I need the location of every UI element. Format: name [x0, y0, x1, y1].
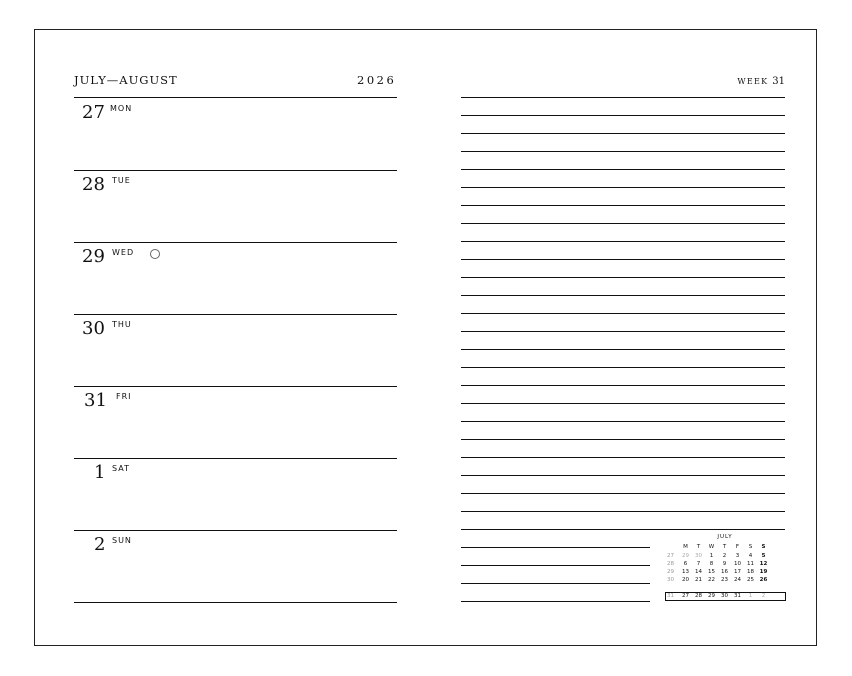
week-word: WEEK: [737, 77, 769, 86]
day-block-wed[interactable]: [74, 242, 397, 314]
day-divider: [74, 602, 397, 603]
note-line: [461, 97, 785, 98]
note-line: [461, 565, 650, 566]
note-line: [461, 439, 785, 440]
mini-day: 29: [682, 553, 689, 559]
day-block-mon[interactable]: [74, 98, 397, 170]
note-line: [461, 475, 785, 476]
mini-day: 18: [747, 569, 754, 575]
note-line: [461, 133, 785, 134]
week-number: 28: [667, 561, 674, 567]
day-name: SAT: [112, 464, 130, 473]
mini-day: 23: [721, 577, 728, 583]
full-moon-icon: [150, 249, 160, 259]
mini-day: 10: [734, 561, 741, 567]
note-line: [461, 421, 785, 422]
note-line: [461, 583, 650, 584]
mini-day: 17: [734, 569, 741, 575]
mini-day: 6: [683, 561, 688, 567]
note-line: [461, 241, 785, 242]
day-block-fri[interactable]: [74, 386, 397, 458]
mini-day: 29: [708, 593, 715, 599]
mini-day: 24: [734, 577, 741, 583]
note-line: [461, 169, 785, 170]
mini-day: 9: [722, 561, 727, 567]
mini-day: 12: [759, 561, 768, 567]
mini-day: 2: [722, 553, 727, 559]
note-line: [461, 115, 785, 116]
day-name: MON: [110, 104, 133, 113]
mini-calendar-title: JULY: [717, 534, 733, 540]
day-number: 28: [82, 174, 105, 195]
week-number: 30: [667, 577, 674, 583]
mini-calendar-weekday-row: [664, 543, 786, 551]
mini-day: 7: [696, 561, 701, 567]
mini-day: 19: [759, 569, 768, 575]
mini-day: 2: [761, 593, 766, 599]
month-range-title: JULY—AUGUST: [74, 73, 178, 87]
note-line: [461, 367, 785, 368]
mini-day: 1: [748, 593, 753, 599]
mini-calendar-week-row: [664, 576, 786, 584]
note-line: [461, 277, 785, 278]
week-label: [737, 76, 785, 87]
note-line: [461, 331, 785, 332]
year-label: 2026: [357, 73, 397, 87]
note-line: [461, 511, 785, 512]
day-block-tue[interactable]: [74, 170, 397, 242]
mini-day: 22: [708, 577, 715, 583]
note-line: [461, 151, 785, 152]
week-number: 27: [667, 553, 674, 559]
note-line: [461, 205, 785, 206]
weekday-label: M: [683, 544, 688, 550]
weekday-label: S: [761, 544, 766, 550]
week-number: 31: [667, 593, 674, 599]
mini-day: 16: [721, 569, 728, 575]
day-number: 30: [82, 318, 105, 339]
note-line: [461, 313, 785, 314]
day-block-sun[interactable]: [74, 530, 397, 602]
day-name: FRI: [116, 392, 132, 401]
mini-calendar-week-row: [664, 568, 786, 576]
mini-day: 27: [682, 593, 689, 599]
mini-day: 20: [682, 577, 689, 583]
mini-day: 8: [709, 561, 714, 567]
weekday-label: W: [708, 544, 715, 550]
note-line: [461, 457, 785, 458]
mini-day: 14: [695, 569, 702, 575]
mini-day: 30: [721, 593, 728, 599]
note-line: [461, 529, 785, 530]
day-number: 2: [94, 534, 106, 555]
day-number: 27: [82, 102, 105, 123]
mini-calendar-week-row: [664, 560, 786, 568]
mini-calendar-week-row: [664, 552, 786, 560]
weekday-label: S: [748, 544, 753, 550]
note-line: [461, 349, 785, 350]
mini-day: 21: [695, 577, 702, 583]
note-line: [461, 187, 785, 188]
weekday-label: T: [722, 544, 727, 550]
day-number: 1: [94, 462, 106, 483]
mini-day: 11: [747, 561, 754, 567]
note-line: [461, 295, 785, 296]
note-line: [461, 547, 650, 548]
day-block-sat[interactable]: [74, 458, 397, 530]
mini-day: 4: [748, 553, 753, 559]
mini-day: 13: [682, 569, 689, 575]
note-line: [461, 493, 785, 494]
day-name: WED: [112, 248, 135, 257]
day-name: TUE: [112, 176, 131, 185]
note-line: [461, 223, 785, 224]
day-number: 31: [84, 390, 107, 411]
mini-day: 28: [695, 593, 702, 599]
mini-day: 26: [759, 577, 768, 583]
mini-day: 25: [747, 577, 754, 583]
note-line: [461, 259, 785, 260]
mini-day: 30: [695, 553, 702, 559]
mini-day: 5: [761, 553, 766, 559]
current-week-highlight-box: [665, 592, 786, 601]
week-number: 31: [772, 76, 785, 87]
note-line: [461, 601, 650, 602]
mini-day: 15: [708, 569, 715, 575]
day-name: SUN: [112, 536, 132, 545]
day-block-thu[interactable]: [74, 314, 397, 386]
day-name: THU: [112, 320, 132, 329]
weekday-label: T: [696, 544, 701, 550]
week-number: 29: [667, 569, 674, 575]
mini-day: 31: [734, 593, 741, 599]
note-line: [461, 403, 785, 404]
note-line: [461, 385, 785, 386]
weekday-label: F: [735, 544, 740, 550]
mini-day: 3: [735, 553, 740, 559]
day-number: 29: [82, 246, 105, 267]
mini-day: 1: [709, 553, 714, 559]
